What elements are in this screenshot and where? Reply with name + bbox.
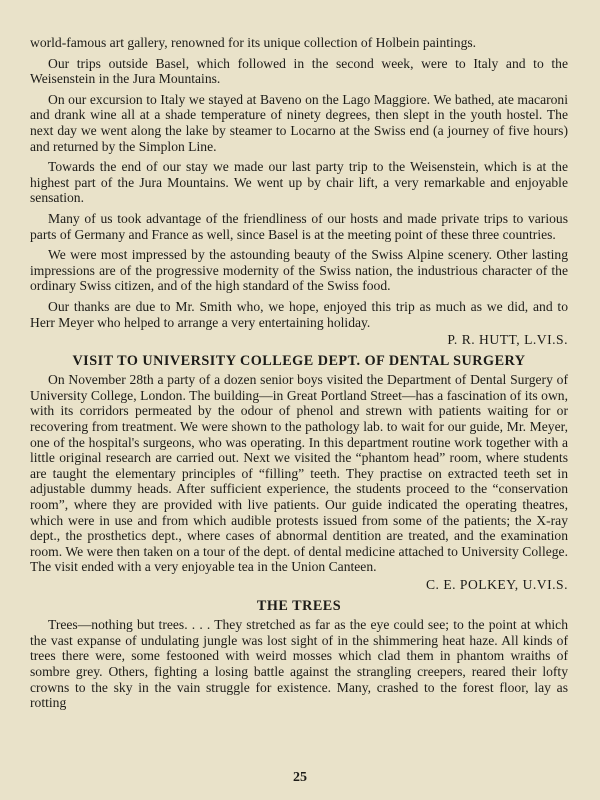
paragraph: On November 28th a party of a dozen senior boys visited the Department of Dental Surgery of University College, London. The building—in Great Portland Street—has a fascination of its own, with its corridors permeated by the odour of phenol and strewn with patients waiting for or recovering from treatment. We were shown to the pathology lab. to wait for our guide, Mr. Meyer, one of the hospital's surgeons, who was operating. In this department routine work together with a little original research are carried out. Next we visited the “phantom head” room, where students are taught the elementary principles of “filling” teeth. They practise on extracted teeth set in adjustable dummy heads. After sufficient experience, the students proceed to the “conservation room”, where they are provided with live patients. Our guide indicated the operating theatres, which were in use and from which audible protests issued from some of the patients; the X-ray dept., the prosthetics dept., where cases of abnormal dentition are treated, and the examination room. We were then taken on a tour of the dept. of dental medicine attached to University College. The visit ended with a very enjoyable tea in the Union Canteen. xyxy=(30,372,568,575)
author-signature: P. R. HUTT, L.VI.S. xyxy=(447,332,568,348)
paragraph: On our excursion to Italy we stayed at Baveno on the Lago Maggiore. We bathed, ate macaroni and drank wine all at a shade temperature of ninety degrees, then slept in the youth hostel. The next day we went along the lake by steamer to Locarno at the Swiss end (a journey of five hours) and returned by the Simplon Line. xyxy=(30,91,568,154)
paragraph: Our thanks are due to Mr. Smith who, we hope, enjoyed this trip as much as we did, and to Herr Meyer who helped to arrange a very entertaining holiday. xyxy=(30,298,568,330)
article-heading: THE TREES xyxy=(256,597,342,614)
paragraph: Trees—nothing but trees. . . . They stretched as far as the eye could see; to the point at which the vast expanse of undulating jungle was lost sight of in the shimmering heat haze. All kinds of trees there were, some festooned with weird mosses which clad them in phantom wraiths of sombre grey. Others, fighting a losing battle against the strangling creepers, reared their lofty crowns to the sky in the vain struggle for existence. Many, crashed to the forest floor, lay as rotting xyxy=(30,617,568,711)
author-signature: C. E. POLKEY, U.VI.S. xyxy=(425,577,568,592)
paragraph: Many of us took advantage of the friendliness of our hosts and made private trips to various parts of Germany and France as well, since Basel is at the meeting point of these three countries. xyxy=(30,210,568,242)
page-number: 25 xyxy=(293,770,307,785)
paragraph: Towards the end of our stay we made our last party trip to the Weisenstein, which is at the highest part of the Jura Mountains. We went up by chair lift, a very remarkable and enjoyable sensation. xyxy=(30,159,568,206)
paragraph: world-famous art gallery, renowned for its unique collection of Holbein paintings. xyxy=(30,35,477,50)
paragraph: Our trips outside Basel, which followed in the second week, were to Italy and to the Weisenstein in the Jura Mountains. xyxy=(30,55,568,87)
paragraph: We were most impressed by the astounding beauty of the Swiss Alpine scenery. Other lasting impressions are of the progressive modernity of the Swiss nation, the industrious character of the ordinary Swiss citizen, and of the high standard of the Swiss food. xyxy=(30,247,568,294)
article-heading: VISIT TO UNIVERSITY COLLEGE DEPT. OF DENTAL SURGERY xyxy=(72,352,526,369)
text-column xyxy=(30,35,568,711)
